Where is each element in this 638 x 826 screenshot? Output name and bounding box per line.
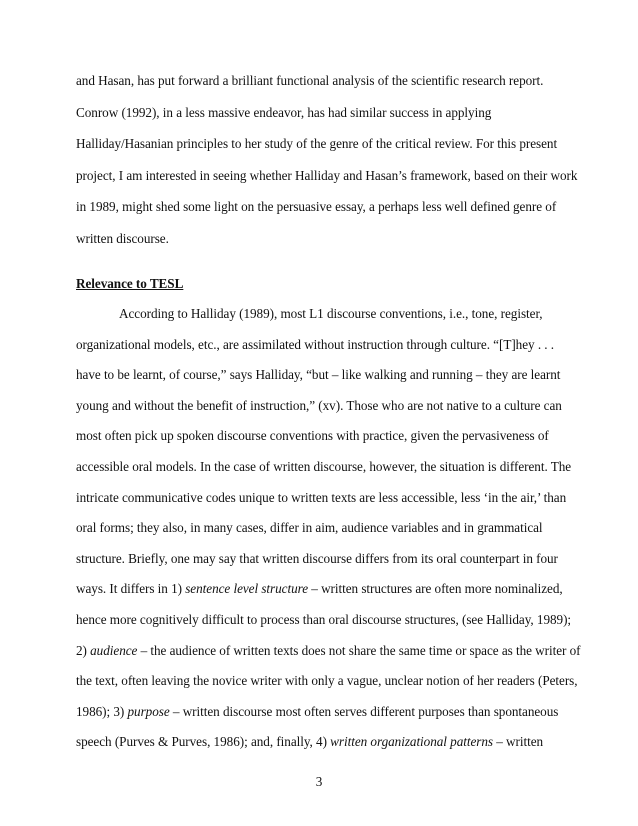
text-line (76, 734, 543, 750)
text-segment: ways. It differs in 1) (76, 581, 186, 597)
text-line: the text, often leaving the novice writer with only a vague, unclear notion of her readers (Peters, (76, 673, 578, 689)
text-line: and Hasan, has put forward a brilliant functional analysis of the scientific research report. (76, 73, 544, 88)
text-segment: – written structures are often more nominalized, (308, 581, 563, 597)
text-line (76, 704, 558, 720)
text-segment: 1986); 3) (76, 703, 128, 719)
page-number: 3 (315, 774, 323, 789)
text-line: have to be learnt, of course,” says Halliday, “but – like walking and running – they are learnt (76, 367, 561, 383)
text-line: intricate communicative codes unique to written texts are less accessible, less ‘in the air,’ than (76, 489, 567, 505)
italic-term: audience (90, 642, 138, 658)
text-line: structure. Briefly, one may say that written discourse differs from its oral counterpart in four (76, 550, 558, 566)
section-heading: Relevance to TESL (76, 276, 184, 291)
text-line: Conrow (1992), in a less massive endeavor, has had similar success in applying (76, 104, 492, 120)
text-line: most often pick up spoken discourse conventions with practice, given the pervasiveness of (76, 428, 549, 444)
text-line: oral forms; they also, in many cases, differ in aim, audience variables and in grammatical (76, 520, 543, 536)
text-line: written discourse. (76, 231, 169, 246)
text-segment: 2) (76, 642, 91, 658)
text-line: accessible oral models. In the case of written discourse, however, the situation is different. The (76, 459, 572, 474)
text-line: in 1989, might shed some light on the persuasive essay, a perhaps less well defined genre of (76, 199, 557, 215)
text-line: project, I am interested in seeing whether Halliday and Hasan’s framework, based on their work (76, 167, 578, 183)
italic-term: purpose (127, 703, 170, 719)
text-line: young and without the benefit of instruction,” (xv). Those who are not native to a culture can (76, 397, 562, 413)
text-segment: – the audience of written texts does not share the same time or space as the writer of (137, 642, 581, 658)
text-segment: – written discourse most often serves different purposes than spontaneous (169, 703, 559, 719)
text-line: According to Halliday (1989), most L1 discourse conventions, i.e., tone, register, (119, 306, 543, 321)
text-line: Halliday/Hasanian principles to her study of the genre of the critical review. For this present (76, 136, 558, 152)
italic-term: written organizational patterns (330, 734, 493, 750)
text-line (76, 643, 580, 659)
text-line: hence more cognitively difficult to process than oral discourse structures, (see Halliday, 1989); (76, 612, 572, 627)
text-line (76, 581, 563, 597)
text-segment: speech (Purves & Purves, 1986); and, finally, 4) (76, 734, 331, 750)
italic-term: sentence level structure (185, 581, 309, 597)
text-segment: – written (493, 734, 544, 750)
text-line: organizational models, etc., are assimilated without instruction through culture. “[T]hey . . . (76, 336, 555, 352)
